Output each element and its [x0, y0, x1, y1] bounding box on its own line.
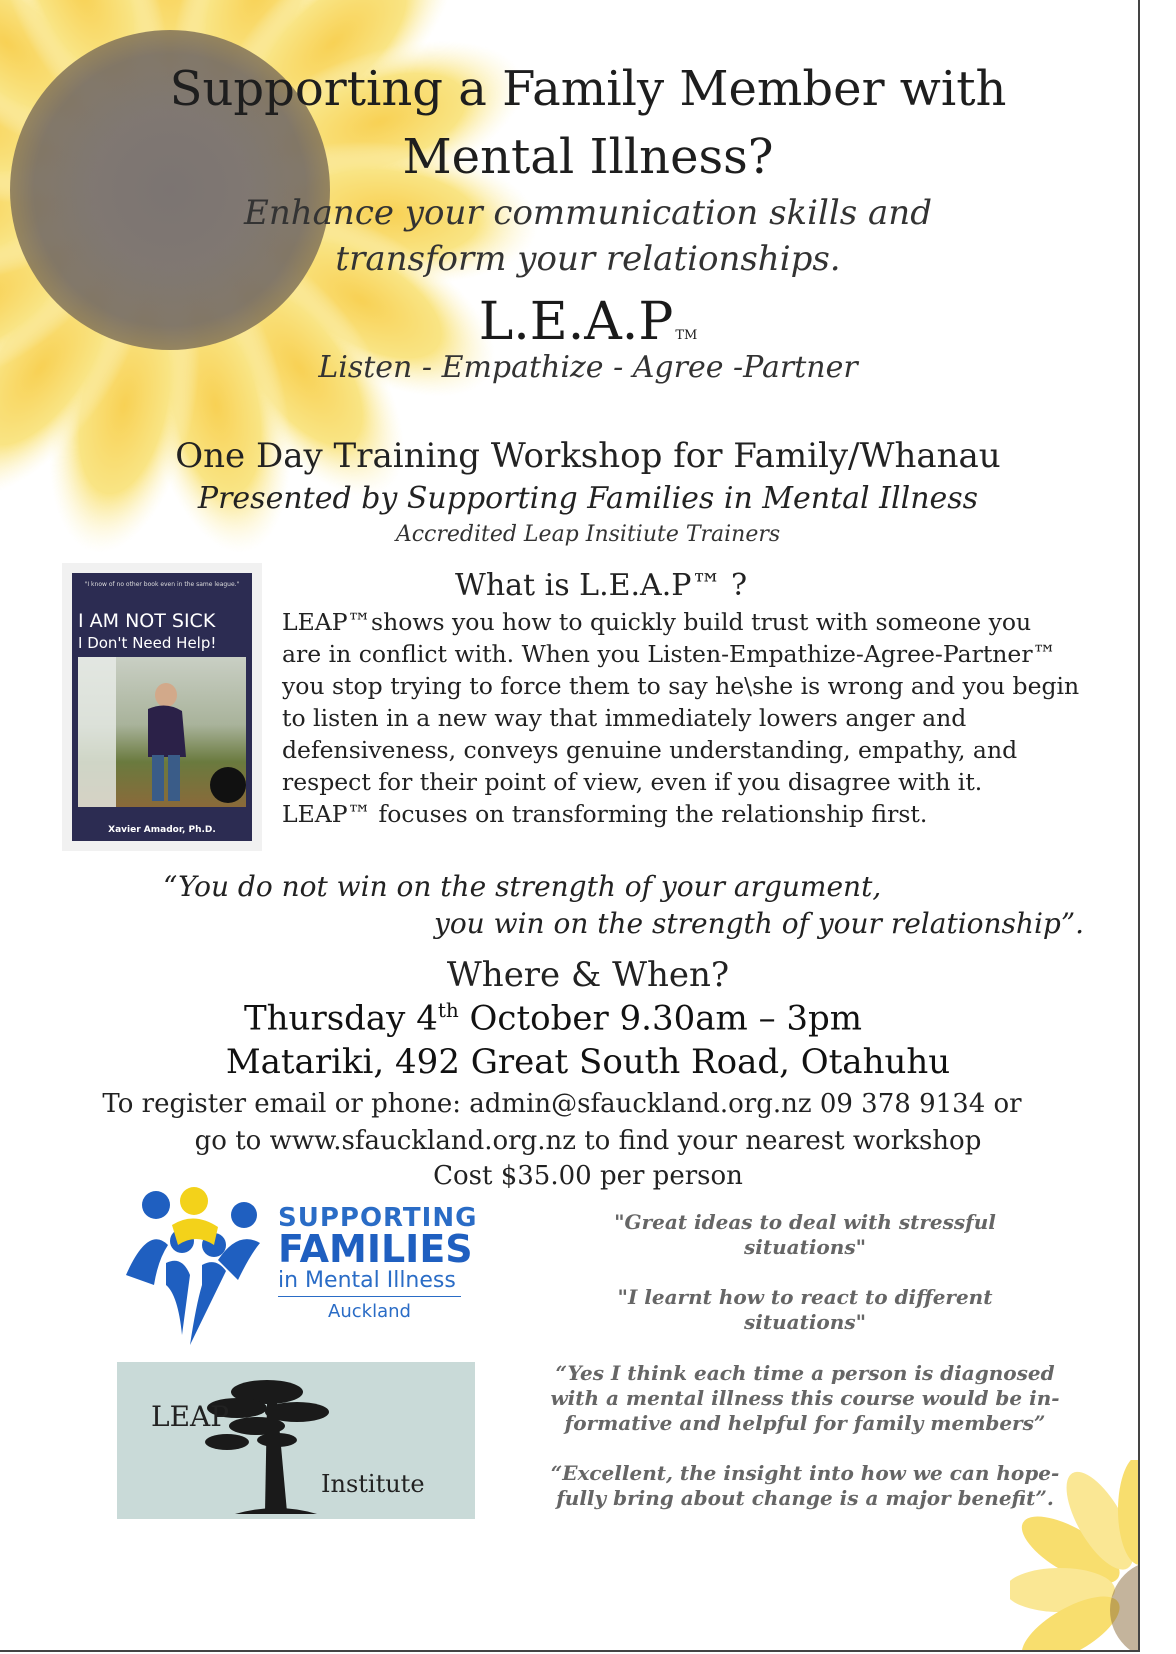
what-line: you stop trying to force them to say he\she is wrong and you begin: [282, 672, 1080, 700]
workshop-accredited: Accredited Leap Insitiute Trainers: [395, 522, 781, 547]
book-title-line1: I AM NOT SICK: [78, 610, 216, 632]
leap-tagline: Listen - Empathize - Agree -Partner: [318, 350, 858, 385]
what-is-leap-body: [282, 606, 1082, 830]
leap-title-text: L.E.A.P: [478, 292, 674, 352]
testimonial-line: “Yes I think each time a person is diagnosed: [555, 1361, 1055, 1385]
book-cover-photo: [78, 657, 246, 807]
headline-line1: Supporting a Family Member with: [169, 61, 1007, 117]
event-date: [0, 998, 1140, 1038]
what-line: to listen in a new way that immediately lowers anger and: [282, 704, 967, 732]
leap-logo-word: LEAP: [151, 1400, 230, 1433]
book-author: Xavier Amador, Ph.D.: [108, 825, 216, 835]
testimonial-line: situations": [744, 1310, 866, 1334]
event-date-post: October 9.30am – 3pm: [458, 998, 863, 1039]
what-line: LEAP™shows you how to quickly build trust with someone you: [282, 608, 1032, 636]
sf-logo-divider: [278, 1296, 461, 1297]
testimonial-line: "Great ideas to deal with stressful: [614, 1210, 996, 1234]
event-venue: Matariki, 492 Great South Road, Otahuhu: [225, 1042, 951, 1082]
quote-line1: “You do not win on the strength of your argument,: [163, 870, 882, 903]
register-line1: To register email or phone: admin@sfauckland.org.nz 09 378 9134 or: [102, 1089, 1022, 1119]
cost: Cost $35.00 per person: [433, 1161, 743, 1191]
testimonial-line: “Excellent, the insight into how we can hope-: [550, 1461, 1060, 1485]
institute-logo-word: Institute: [321, 1470, 425, 1498]
testimonial-line: situations": [744, 1235, 866, 1259]
testimonial-line: formative and helpful for family members”: [564, 1411, 1046, 1435]
leap-tm: TM: [675, 328, 698, 343]
register-line2: go to www.sfauckland.org.nz to find your nearest workshop: [194, 1126, 982, 1156]
sf-logo-mental-illness: in Mental Illness: [278, 1268, 456, 1293]
testimonial-line: with a mental illness this course would be in-: [550, 1386, 1060, 1410]
subheadline-line2: transform your relationships.: [335, 239, 841, 279]
subheadline-line1: Enhance your communication skills and: [244, 193, 932, 233]
sf-logo-families: FAMILIES: [278, 1227, 473, 1271]
leap-title: [0, 292, 1140, 352]
sf-logo-supporting: SUPPORTING: [278, 1203, 478, 1233]
testimonial-3: [540, 1361, 1070, 1436]
book-title-line2: I Don't Need Help!: [78, 634, 217, 652]
headline-line2: Mental Illness?: [402, 129, 774, 185]
what-line: LEAP™ focuses on transforming the relationship first.: [282, 800, 928, 828]
what-line: respect for their point of view, even if you disagree with it.: [282, 768, 983, 796]
where-when-heading: Where & When?: [446, 955, 730, 995]
what-line: defensiveness, conveys genuine understanding, empathy, and: [282, 736, 1018, 764]
book-cover-quote: "I know of no other book even in the same league.": [84, 581, 240, 588]
book-cover-image: [62, 563, 262, 851]
testimonial-2: [540, 1285, 1070, 1335]
quote-line2: you win on the strength of your relationship”.: [434, 907, 1085, 940]
testimonial-line: "I learnt how to react to different: [617, 1285, 993, 1309]
event-date-sup: th: [437, 998, 459, 1022]
workshop-title: One Day Training Workshop for Family/Whanau: [175, 436, 1001, 476]
workshop-presenter: Presented by Supporting Families in Mental Illness: [197, 481, 979, 516]
what-line: are in conflict with. When you Listen-Empathize-Agree-Partner™: [282, 640, 1057, 668]
leap-institute-logo: [117, 1362, 475, 1519]
event-date-pre: Thursday 4: [243, 998, 438, 1039]
sf-logo-auckland: Auckland: [328, 1301, 411, 1322]
testimonial-line: fully bring about change is a major benefit”.: [556, 1486, 1054, 1510]
what-is-leap-heading: What is L.E.A.P™ ?: [455, 568, 748, 603]
testimonial-4: [540, 1461, 1070, 1511]
testimonial-1: [540, 1210, 1070, 1260]
